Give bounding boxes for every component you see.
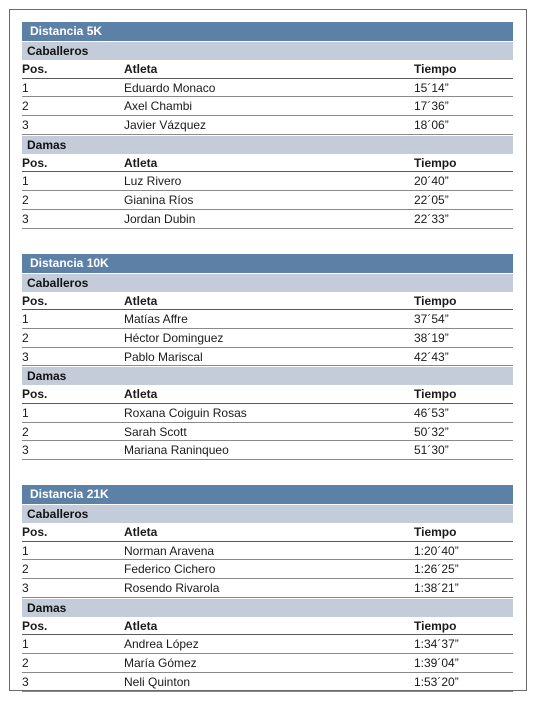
header-athlete: Atleta — [124, 155, 158, 170]
distance-section — [22, 485, 513, 692]
table-row — [22, 79, 513, 98]
cell-time: 1:39´04” — [414, 656, 459, 671]
table-row — [22, 210, 513, 229]
table-row — [22, 116, 513, 135]
cell-time: 1:53´20” — [414, 674, 459, 689]
cell-athlete: Axel Chambi — [124, 99, 193, 114]
table-row — [22, 97, 513, 116]
table-row — [22, 329, 513, 348]
cell-athlete: Norman Aravena — [124, 543, 215, 558]
cell-time: 38´19” — [414, 330, 449, 345]
header-time: Tiempo — [414, 387, 457, 402]
cell-pos: 1 — [22, 543, 29, 558]
cell-pos: 2 — [22, 193, 29, 208]
header-pos: Pos. — [22, 293, 48, 308]
cell-pos: 3 — [22, 349, 29, 364]
cell-pos: 1 — [22, 312, 29, 327]
results-group — [22, 504, 513, 598]
cell-pos: 2 — [22, 562, 29, 577]
table-row — [22, 635, 513, 654]
header-pos: Pos. — [22, 155, 48, 170]
cell-pos: 3 — [22, 118, 29, 133]
table-row — [22, 404, 513, 423]
cell-time: 17´36” — [414, 99, 449, 114]
header-athlete: Atleta — [124, 618, 158, 633]
table-rows — [22, 542, 513, 598]
table-row — [22, 348, 513, 367]
group-title: Caballeros — [22, 41, 513, 60]
cell-athlete: Rosendo Rivarola — [124, 581, 220, 596]
table-header-row — [22, 292, 513, 311]
cell-pos: 1 — [22, 80, 29, 95]
table-header-row — [22, 523, 513, 542]
table-row — [22, 560, 513, 579]
cell-athlete: Eduardo Monaco — [124, 80, 216, 95]
cell-pos: 2 — [22, 424, 29, 439]
cell-pos: 1 — [22, 174, 29, 189]
cell-athlete: María Gómez — [124, 656, 197, 671]
header-athlete: Atleta — [124, 293, 158, 308]
header-athlete: Atleta — [124, 62, 158, 76]
cell-athlete: Sarah Scott — [124, 424, 187, 439]
header-pos: Pos. — [22, 618, 48, 633]
cell-athlete: Javier Vázquez — [124, 118, 207, 133]
header-athlete: Atleta — [124, 525, 158, 539]
group-title: Caballeros — [22, 504, 513, 523]
cell-time: 1:26´25” — [414, 562, 459, 577]
distance-section — [22, 22, 513, 229]
table-header-row — [22, 617, 513, 636]
cell-athlete: Roxana Coiguin Rosas — [124, 405, 247, 420]
table-row — [22, 423, 513, 442]
group-title: Damas — [22, 366, 513, 385]
table-row — [22, 191, 513, 210]
table-header-row — [22, 154, 513, 173]
cell-athlete: Mariana Raninqueo — [124, 443, 229, 458]
section-title: Distancia 10K — [22, 254, 513, 273]
table-row — [22, 654, 513, 673]
results-group — [22, 366, 513, 460]
table-row — [22, 441, 513, 460]
cell-athlete: Héctor Dominguez — [124, 330, 224, 345]
cell-athlete: Gianina Ríos — [124, 193, 194, 208]
cell-time: 22´33” — [414, 211, 449, 226]
results-group — [22, 273, 513, 367]
table-header-row — [22, 60, 513, 79]
group-title: Damas — [22, 135, 513, 154]
results-page — [9, 9, 527, 691]
table-header-row — [22, 385, 513, 404]
table-row — [22, 579, 513, 598]
cell-pos: 3 — [22, 443, 29, 458]
table-row — [22, 310, 513, 329]
cell-athlete: Matías Affre — [124, 312, 188, 327]
table-rows — [22, 310, 513, 366]
cell-time: 37´54” — [414, 312, 449, 327]
cell-athlete: Andrea López — [124, 637, 199, 652]
results-group — [22, 41, 513, 135]
cell-time: 1:38´21” — [414, 581, 459, 596]
cell-pos: 3 — [22, 674, 29, 689]
table-rows — [22, 172, 513, 228]
cell-time: 20´40” — [414, 174, 449, 189]
cell-time: 1:34´37” — [414, 637, 459, 652]
header-time: Tiempo — [414, 293, 457, 308]
section-groups — [22, 41, 513, 229]
header-time: Tiempo — [414, 525, 457, 539]
table-row — [22, 542, 513, 561]
table-row — [22, 673, 513, 692]
table-rows — [22, 404, 513, 460]
cell-time: 1:20´40” — [414, 543, 459, 558]
cell-pos: 2 — [22, 330, 29, 345]
header-time: Tiempo — [414, 62, 457, 76]
cell-pos: 1 — [22, 637, 29, 652]
header-pos: Pos. — [22, 525, 48, 539]
section-groups — [22, 504, 513, 692]
cell-time: 15´14” — [414, 80, 449, 95]
results-group — [22, 135, 513, 229]
cell-time: 42´43” — [414, 349, 449, 364]
cell-athlete: Federico Cichero — [124, 562, 216, 577]
section-title: Distancia 5K — [22, 22, 513, 41]
section-groups — [22, 273, 513, 461]
cell-athlete: Pablo Mariscal — [124, 349, 203, 364]
header-athlete: Atleta — [124, 387, 158, 402]
cell-pos: 2 — [22, 99, 29, 114]
header-time: Tiempo — [414, 618, 457, 633]
group-title: Caballeros — [22, 273, 513, 292]
table-row — [22, 172, 513, 191]
table-rows — [22, 79, 513, 135]
header-time: Tiempo — [414, 155, 457, 170]
cell-pos: 3 — [22, 581, 29, 596]
header-pos: Pos. — [22, 387, 48, 402]
header-pos: Pos. — [22, 62, 48, 76]
cell-time: 51´30” — [414, 443, 449, 458]
table-rows — [22, 635, 513, 691]
cell-pos: 3 — [22, 211, 29, 226]
cell-time: 18´06” — [414, 118, 449, 133]
section-title: Distancia 21K — [22, 485, 513, 504]
cell-pos: 1 — [22, 405, 29, 420]
cell-time: 22´05” — [414, 193, 449, 208]
cell-time: 50´32” — [414, 424, 449, 439]
cell-athlete: Luz Rivero — [124, 174, 182, 189]
cell-athlete: Neli Quinton — [124, 674, 191, 689]
cell-time: 46´53” — [414, 405, 449, 420]
cell-athlete: Jordan Dubin — [124, 211, 196, 226]
results-group — [22, 598, 513, 692]
group-title: Damas — [22, 598, 513, 617]
results-sections — [22, 22, 513, 717]
cell-pos: 2 — [22, 656, 29, 671]
distance-section — [22, 254, 513, 461]
